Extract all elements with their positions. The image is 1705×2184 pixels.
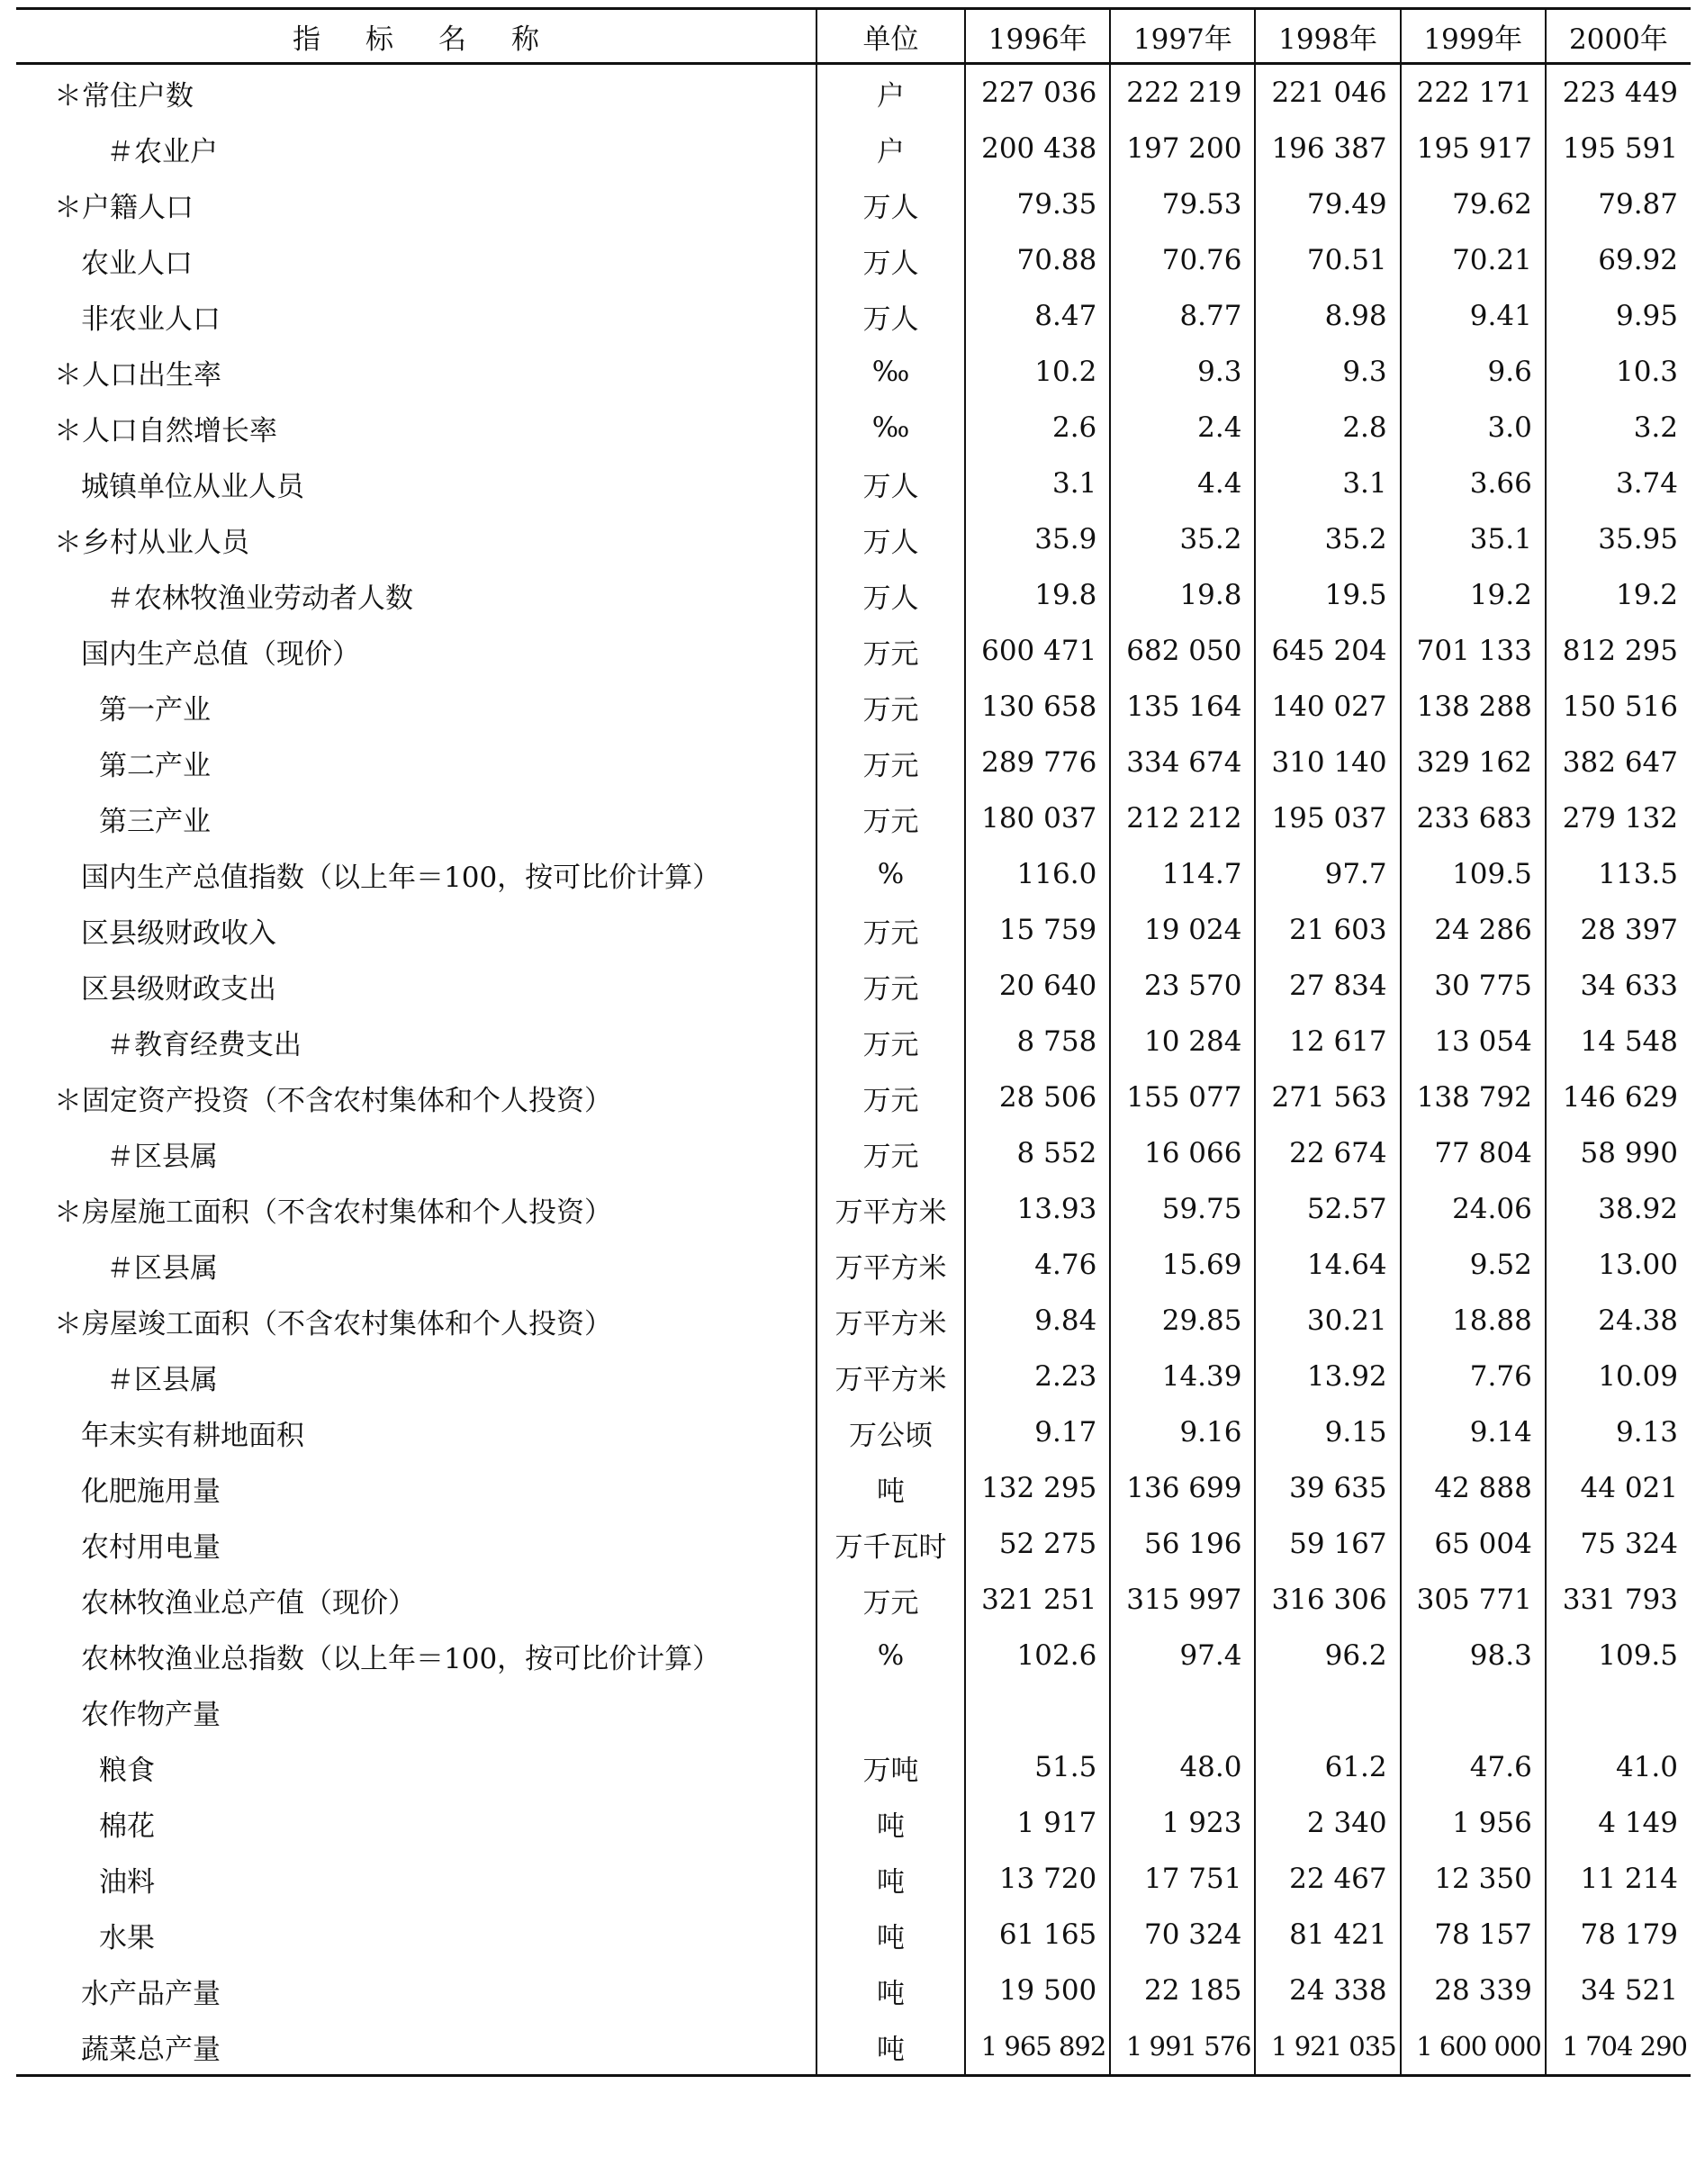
value-cell: 4.4 [1110, 456, 1255, 511]
value-cell: 645 204 [1255, 623, 1400, 679]
value-cell: 79.35 [965, 176, 1110, 232]
value-cell: 24 338 [1255, 1963, 1400, 2018]
value-cell: 2 340 [1255, 1795, 1400, 1851]
value-cell: 289 776 [965, 735, 1110, 790]
table-row [16, 1628, 1691, 1683]
value-cell: 81 421 [1255, 1907, 1400, 1963]
value-cell: 138 792 [1401, 1069, 1546, 1125]
value-cell: 12 350 [1401, 1851, 1546, 1907]
value-cell: 109.5 [1546, 1628, 1691, 1683]
value-cell: 16 066 [1110, 1125, 1255, 1181]
indicator-unit: 万元 [816, 902, 965, 958]
indicator-unit: 万人 [816, 176, 965, 232]
table-row [16, 1181, 1691, 1237]
value-cell: 3.1 [965, 456, 1110, 511]
value-cell: 130 658 [965, 679, 1110, 735]
indicator-name: 油料 [99, 1865, 155, 1899]
value-cell: 14 548 [1546, 1014, 1691, 1069]
value-cell: 9.16 [1110, 1404, 1255, 1460]
value-cell: 19.8 [965, 567, 1110, 623]
table-row [16, 456, 1691, 511]
value-cell: 18.88 [1401, 1293, 1546, 1349]
value-cell: 9.17 [965, 1404, 1110, 1460]
value-cell: 13 720 [965, 1851, 1110, 1907]
value-cell: 29.85 [1110, 1293, 1255, 1349]
value-cell: 69.92 [1546, 232, 1691, 288]
indicator-name: 国内生产总值指数（以上年＝100，按可比价计算） [81, 861, 721, 894]
table-row [16, 400, 1691, 456]
table-row [16, 1069, 1691, 1125]
table-row [16, 679, 1691, 735]
indicator-name: 第二产业 [99, 749, 211, 782]
value-cell: 42 888 [1401, 1460, 1546, 1516]
value-cell [1255, 1683, 1400, 1739]
value-cell: 44 021 [1546, 1460, 1691, 1516]
value-cell: 21 603 [1255, 902, 1400, 958]
value-cell: 113.5 [1546, 846, 1691, 902]
table-row [16, 1293, 1691, 1349]
value-cell: 13.92 [1255, 1349, 1400, 1404]
value-cell: 78 157 [1401, 1907, 1546, 1963]
indicator-name: ＊常住户数 [54, 79, 194, 113]
value-cell: 41.0 [1546, 1739, 1691, 1795]
value-cell: 195 037 [1255, 790, 1400, 846]
value-cell: 39 635 [1255, 1460, 1400, 1516]
value-cell: 682 050 [1110, 623, 1255, 679]
value-cell: 3.1 [1255, 456, 1400, 511]
value-cell: 35.95 [1546, 511, 1691, 567]
indicator-unit [816, 1683, 965, 1739]
table-row [16, 1739, 1691, 1795]
value-cell: 3.66 [1401, 456, 1546, 511]
value-cell: 1 991 576 [1110, 2018, 1255, 2076]
value-cell: 15 759 [965, 902, 1110, 958]
indicator-unit: % [816, 1628, 965, 1683]
indicator-name: 水产品产量 [81, 1977, 221, 2010]
indicator-unit: 吨 [816, 2018, 965, 2076]
value-cell: 9.6 [1401, 344, 1546, 400]
value-cell: 51.5 [965, 1739, 1110, 1795]
value-cell: 19.5 [1255, 567, 1400, 623]
value-cell: 200 438 [965, 121, 1110, 176]
value-cell: 47.6 [1401, 1739, 1546, 1795]
value-cell: 34 521 [1546, 1963, 1691, 2018]
value-cell: 48.0 [1110, 1739, 1255, 1795]
indicator-name: 区县级财政收入 [81, 916, 276, 950]
indicator-name: ＃区县属 [106, 1251, 218, 1285]
table-row [16, 1404, 1691, 1460]
indicator-unit: 吨 [816, 1963, 965, 2018]
indicator-name: 农林牧渔业总产值（现价） [81, 1586, 416, 1620]
indicator-unit: 万平方米 [816, 1181, 965, 1237]
value-cell: 279 132 [1546, 790, 1691, 846]
value-cell: 9.14 [1401, 1404, 1546, 1460]
value-cell: 24.38 [1546, 1293, 1691, 1349]
value-cell: 58 990 [1546, 1125, 1691, 1181]
value-cell: 34 633 [1546, 958, 1691, 1014]
value-cell [965, 1683, 1110, 1739]
indicator-name: ＃农林牧渔业劳动者人数 [106, 582, 413, 615]
value-cell: 10 284 [1110, 1014, 1255, 1069]
value-cell: 70 324 [1110, 1907, 1255, 1963]
table-row [16, 1907, 1691, 1963]
value-cell: 28 339 [1401, 1963, 1546, 2018]
value-cell: 23 570 [1110, 958, 1255, 1014]
value-cell: 70.51 [1255, 232, 1400, 288]
value-cell: 197 200 [1110, 121, 1255, 176]
value-cell: 35.9 [965, 511, 1110, 567]
value-cell: 3.74 [1546, 456, 1691, 511]
header-year-1997: 1997年 [1110, 9, 1255, 64]
table-row [16, 176, 1691, 232]
value-cell: 8.47 [965, 288, 1110, 344]
value-cell: 13.00 [1546, 1237, 1691, 1293]
value-cell: 65 004 [1401, 1516, 1546, 1572]
value-cell: 222 171 [1401, 64, 1546, 122]
header-year-1998: 1998年 [1255, 9, 1400, 64]
value-cell: 13.93 [965, 1181, 1110, 1237]
indicator-unit: 万千瓦时 [816, 1516, 965, 1572]
value-cell: 8 552 [965, 1125, 1110, 1181]
value-cell: 14.39 [1110, 1349, 1255, 1404]
value-cell: 8.98 [1255, 288, 1400, 344]
indicator-name: ＊人口出生率 [54, 358, 221, 392]
table-row [16, 1460, 1691, 1516]
value-cell: 9.41 [1401, 288, 1546, 344]
value-cell: 35.2 [1110, 511, 1255, 567]
value-cell: 9.3 [1255, 344, 1400, 400]
value-cell: 2.23 [965, 1349, 1110, 1404]
indicator-name: ＃区县属 [106, 1363, 218, 1396]
value-cell: 70.88 [965, 232, 1110, 288]
value-cell: 61 165 [965, 1907, 1110, 1963]
header-year-1999: 1999年 [1401, 9, 1546, 64]
value-cell: 79.49 [1255, 176, 1400, 232]
value-cell: 14.64 [1255, 1237, 1400, 1293]
value-cell: 52 275 [965, 1516, 1110, 1572]
value-cell: 1 923 [1110, 1795, 1255, 1851]
indicator-name: ＃区县属 [106, 1140, 218, 1173]
table-row [16, 846, 1691, 902]
value-cell: 195 591 [1546, 121, 1691, 176]
value-cell: 17 751 [1110, 1851, 1255, 1907]
value-cell: 13 054 [1401, 1014, 1546, 1069]
indicator-name: ＃教育经费支出 [106, 1028, 302, 1061]
value-cell: 59.75 [1110, 1181, 1255, 1237]
indicator-name: ＊户籍人口 [54, 191, 194, 224]
header-year-2000: 2000年 [1546, 9, 1691, 64]
value-cell: 114.7 [1110, 846, 1255, 902]
table-row [16, 1572, 1691, 1628]
indicator-name: 非农业人口 [81, 302, 221, 336]
indicator-name: ＊人口自然增长率 [54, 414, 277, 447]
indicator-name: 棉花 [99, 1809, 155, 1843]
indicator-unit: 万公顷 [816, 1404, 965, 1460]
header-year-1996: 1996年 [965, 9, 1110, 64]
value-cell: 4.76 [965, 1237, 1110, 1293]
indicator-unit: 万元 [816, 1014, 965, 1069]
header-row [16, 9, 1691, 64]
value-cell: 19 024 [1110, 902, 1255, 958]
value-cell: 316 306 [1255, 1572, 1400, 1628]
indicator-unit: 万平方米 [816, 1293, 965, 1349]
value-cell: 155 077 [1110, 1069, 1255, 1125]
value-cell: 382 647 [1546, 735, 1691, 790]
table-row [16, 1963, 1691, 2018]
indicator-name: ＊房屋竣工面积（不含农村集体和个人投资） [54, 1307, 612, 1340]
indicator-unit: % [816, 846, 965, 902]
indicator-unit: 万元 [816, 958, 965, 1014]
value-cell: 196 387 [1255, 121, 1400, 176]
value-cell: 78 179 [1546, 1907, 1691, 1963]
table-header [16, 9, 1691, 64]
table-row [16, 2018, 1691, 2076]
value-cell: 1 956 [1401, 1795, 1546, 1851]
value-cell: 9.13 [1546, 1404, 1691, 1460]
header-indicator-name: 指标名称 [16, 9, 816, 64]
value-cell: 20 640 [965, 958, 1110, 1014]
value-cell: 12 617 [1255, 1014, 1400, 1069]
indicator-unit: 吨 [816, 1851, 965, 1907]
indicator-unit: 万元 [816, 623, 965, 679]
indicator-name: 水果 [99, 1921, 155, 1954]
table-row [16, 344, 1691, 400]
value-cell: 11 214 [1546, 1851, 1691, 1907]
indicator-unit: 万吨 [816, 1739, 965, 1795]
indicator-unit: 户 [816, 121, 965, 176]
value-cell: 180 037 [965, 790, 1110, 846]
indicator-name: 蔬菜总产量 [16, 2018, 816, 2076]
table-row [16, 1125, 1691, 1181]
value-cell: 138 288 [1401, 679, 1546, 735]
table-row [16, 1683, 1691, 1739]
table-row [16, 1795, 1691, 1851]
indicator-unit: 万元 [816, 1572, 965, 1628]
value-cell: 8 758 [965, 1014, 1110, 1069]
indicator-unit: 万人 [816, 567, 965, 623]
table-row [16, 64, 1691, 122]
value-cell: 7.76 [1401, 1349, 1546, 1404]
value-cell: 24 286 [1401, 902, 1546, 958]
value-cell: 102.6 [965, 1628, 1110, 1683]
value-cell: 150 516 [1546, 679, 1691, 735]
value-cell: 9.3 [1110, 344, 1255, 400]
value-cell: 75 324 [1546, 1516, 1691, 1572]
value-cell: 70.76 [1110, 232, 1255, 288]
value-cell: 334 674 [1110, 735, 1255, 790]
table-row [16, 232, 1691, 288]
statistics-table [16, 7, 1691, 2077]
value-cell: 59 167 [1255, 1516, 1400, 1572]
value-cell: 79.62 [1401, 176, 1546, 232]
value-cell: 136 699 [1110, 1460, 1255, 1516]
value-cell: 30 775 [1401, 958, 1546, 1014]
indicator-unit: 万元 [816, 735, 965, 790]
value-cell: 222 219 [1110, 64, 1255, 122]
indicator-name: ＊固定资产投资（不含农村集体和个人投资） [54, 1084, 612, 1117]
value-cell: 116.0 [965, 846, 1110, 902]
value-cell: 271 563 [1255, 1069, 1400, 1125]
indicator-unit: 万人 [816, 232, 965, 288]
indicator-unit: 户 [816, 64, 965, 122]
value-cell: 98.3 [1401, 1628, 1546, 1683]
value-cell: 28 397 [1546, 902, 1691, 958]
table-row [16, 623, 1691, 679]
indicator-name: 第三产业 [99, 805, 211, 838]
value-cell: 97.4 [1110, 1628, 1255, 1683]
value-cell: 35.2 [1255, 511, 1400, 567]
value-cell: 140 027 [1255, 679, 1400, 735]
value-cell: 61.2 [1255, 1739, 1400, 1795]
value-cell: 9.52 [1401, 1237, 1546, 1293]
table-row [16, 567, 1691, 623]
value-cell: 30.21 [1255, 1293, 1400, 1349]
value-cell: 19 500 [965, 1963, 1110, 2018]
indicator-name: 粮食 [99, 1754, 155, 1787]
value-cell: 132 295 [965, 1460, 1110, 1516]
value-cell [1110, 1683, 1255, 1739]
indicator-unit: 万平方米 [816, 1237, 965, 1293]
value-cell: 1 917 [965, 1795, 1110, 1851]
value-cell: 19.8 [1110, 567, 1255, 623]
value-cell: 2.8 [1255, 400, 1400, 456]
value-cell: 146 629 [1546, 1069, 1691, 1125]
value-cell: 1 704 290 [1546, 2018, 1691, 2076]
indicator-unit: 万元 [816, 790, 965, 846]
indicator-name: 区县级财政支出 [81, 972, 276, 1006]
value-cell: 227 036 [965, 64, 1110, 122]
value-cell: 4 149 [1546, 1795, 1691, 1851]
value-cell [1546, 1683, 1691, 1739]
value-cell: 329 162 [1401, 735, 1546, 790]
value-cell: 1 921 035 [1255, 2018, 1400, 2076]
value-cell: 22 467 [1255, 1851, 1400, 1907]
value-cell: 223 449 [1546, 64, 1691, 122]
value-cell: 79.53 [1110, 176, 1255, 232]
indicator-name: 化肥施用量 [81, 1475, 221, 1508]
indicator-name: ＊房屋施工面积（不含农村集体和个人投资） [54, 1196, 612, 1229]
value-cell: 812 295 [1546, 623, 1691, 679]
value-cell: 221 046 [1255, 64, 1400, 122]
indicator-unit: 万平方米 [816, 1349, 965, 1404]
indicator-unit: 吨 [816, 1460, 965, 1516]
value-cell: 35.1 [1401, 511, 1546, 567]
value-cell: 1 965 892 [965, 2018, 1110, 2076]
indicator-unit: 万人 [816, 288, 965, 344]
indicator-name: 城镇单位从业人员 [81, 470, 304, 503]
indicator-name: ＃农业户 [106, 135, 218, 168]
value-cell: 9.15 [1255, 1404, 1400, 1460]
value-cell: 15.69 [1110, 1237, 1255, 1293]
value-cell: 9.84 [965, 1293, 1110, 1349]
value-cell: 701 133 [1401, 623, 1546, 679]
indicator-name: ＊乡村从业人员 [54, 526, 249, 559]
table-row [16, 735, 1691, 790]
value-cell: 212 212 [1110, 790, 1255, 846]
value-cell: 28 506 [965, 1069, 1110, 1125]
indicator-unit: 万元 [816, 1125, 965, 1181]
value-cell: 10.2 [965, 344, 1110, 400]
value-cell: 109.5 [1401, 846, 1546, 902]
value-cell: 19.2 [1546, 567, 1691, 623]
value-cell: 321 251 [965, 1572, 1110, 1628]
table-row [16, 1014, 1691, 1069]
value-cell: 19.2 [1401, 567, 1546, 623]
value-cell: 79.87 [1546, 176, 1691, 232]
value-cell: 97.7 [1255, 846, 1400, 902]
indicator-name: 农业人口 [81, 247, 193, 280]
value-cell: 310 140 [1255, 735, 1400, 790]
value-cell: 52.57 [1255, 1181, 1400, 1237]
value-cell: 195 917 [1401, 121, 1546, 176]
table-row [16, 902, 1691, 958]
value-cell: 38.92 [1546, 1181, 1691, 1237]
indicator-unit: 万人 [816, 456, 965, 511]
table-row [16, 511, 1691, 567]
indicator-unit: ‰ [816, 400, 965, 456]
indicator-name: 年末实有耕地面积 [81, 1419, 304, 1452]
indicator-unit: 万人 [816, 511, 965, 567]
indicator-unit: 万元 [816, 679, 965, 735]
value-cell: 233 683 [1401, 790, 1546, 846]
value-cell: 1 600 000 [1401, 2018, 1546, 2076]
table-row [16, 1851, 1691, 1907]
value-cell: 135 164 [1110, 679, 1255, 735]
value-cell: 96.2 [1255, 1628, 1400, 1683]
table-row [16, 1237, 1691, 1293]
value-cell: 331 793 [1546, 1572, 1691, 1628]
value-cell: 8.77 [1110, 288, 1255, 344]
table-row [16, 1516, 1691, 1572]
value-cell: 305 771 [1401, 1572, 1546, 1628]
value-cell: 10.3 [1546, 344, 1691, 400]
value-cell: 315 997 [1110, 1572, 1255, 1628]
indicator-unit: 吨 [816, 1907, 965, 1963]
table-row [16, 1349, 1691, 1404]
indicator-name: 农作物产量 [81, 1698, 221, 1731]
table-row [16, 288, 1691, 344]
value-cell: 2.6 [965, 400, 1110, 456]
value-cell: 24.06 [1401, 1181, 1546, 1237]
value-cell: 600 471 [965, 623, 1110, 679]
indicator-name: 国内生产总值（现价） [81, 637, 360, 671]
table-row [16, 121, 1691, 176]
indicator-name: 农村用电量 [81, 1530, 221, 1564]
value-cell: 3.2 [1546, 400, 1691, 456]
value-cell: 77 804 [1401, 1125, 1546, 1181]
value-cell: 56 196 [1110, 1516, 1255, 1572]
value-cell: 10.09 [1546, 1349, 1691, 1404]
value-cell: 2.4 [1110, 400, 1255, 456]
value-cell: 9.95 [1546, 288, 1691, 344]
value-cell: 3.0 [1401, 400, 1546, 456]
value-cell: 22 674 [1255, 1125, 1400, 1181]
value-cell: 22 185 [1110, 1963, 1255, 2018]
value-cell: 70.21 [1401, 232, 1546, 288]
indicator-name: 第一产业 [99, 693, 211, 726]
value-cell: 27 834 [1255, 958, 1400, 1014]
table-body [16, 64, 1691, 2076]
indicator-name: 农林牧渔业总指数（以上年＝100，按可比价计算） [81, 1642, 721, 1675]
indicator-unit: 吨 [816, 1795, 965, 1851]
table-row [16, 958, 1691, 1014]
indicator-unit: 万元 [816, 1069, 965, 1125]
indicator-unit: ‰ [816, 344, 965, 400]
value-cell [1401, 1683, 1546, 1739]
table-row [16, 790, 1691, 846]
header-unit: 单位 [816, 9, 965, 64]
